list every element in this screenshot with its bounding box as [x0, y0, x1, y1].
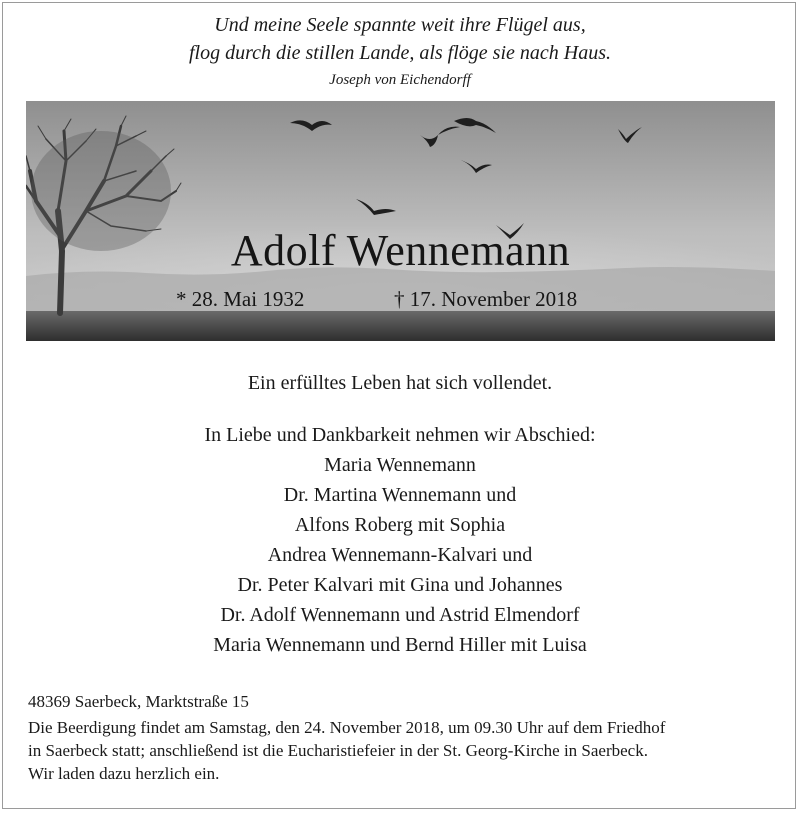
- mourners-block: [0, 420, 800, 660]
- deceased-name: Adolf Wennemann: [230, 226, 571, 275]
- quote-line-2: flog durch die stillen Lande, als flöge sie nach Haus.: [188, 42, 611, 64]
- memorial-banner: [26, 101, 775, 341]
- funeral-notice: [28, 716, 778, 785]
- mourner-name: Alfons Roberg mit Sophia: [294, 514, 506, 536]
- quote-line-1: Und meine Seele spannte weit ihre Flügel aus,: [214, 14, 586, 36]
- mourner-name: Dr. Martina Wennemann und: [283, 484, 517, 506]
- funeral-line-3: Wir laden dazu herzlich ein.: [28, 764, 220, 783]
- mourner-name: Dr. Peter Kalvari mit Gina und Johannes: [237, 574, 563, 596]
- mourner-name: Maria Wennemann: [324, 454, 476, 476]
- quote-author: Joseph von Eichendorff: [329, 72, 471, 88]
- funeral-line-1: Die Beerdigung findet am Samstag, den 24. November 2018, um 09.30 Uhr auf dem Friedhof: [28, 718, 666, 737]
- birth-date: * 28. Mai 1932: [176, 287, 305, 311]
- mourners-intro: In Liebe und Dankbarkeit nehmen wir Abschied:: [204, 424, 596, 446]
- mourner-name: Andrea Wennemann-Kalvari und: [267, 544, 533, 566]
- family-address: 48369 Saerbeck, Marktstraße 15: [28, 692, 249, 711]
- mourner-name: Dr. Adolf Wennemann und Astrid Elmendorf: [220, 604, 580, 626]
- funeral-line-2: in Saerbeck statt; anschließend ist die Eucharistiefeier in der St. Georg-Kirche in Saerbeck.: [28, 741, 648, 760]
- death-date: † 17. November 2018: [394, 287, 578, 311]
- mourner-name: Maria Wennemann und Bernd Hiller mit Luisa: [213, 634, 587, 656]
- motto: Ein erfülltes Leben hat sich vollendet.: [247, 372, 553, 394]
